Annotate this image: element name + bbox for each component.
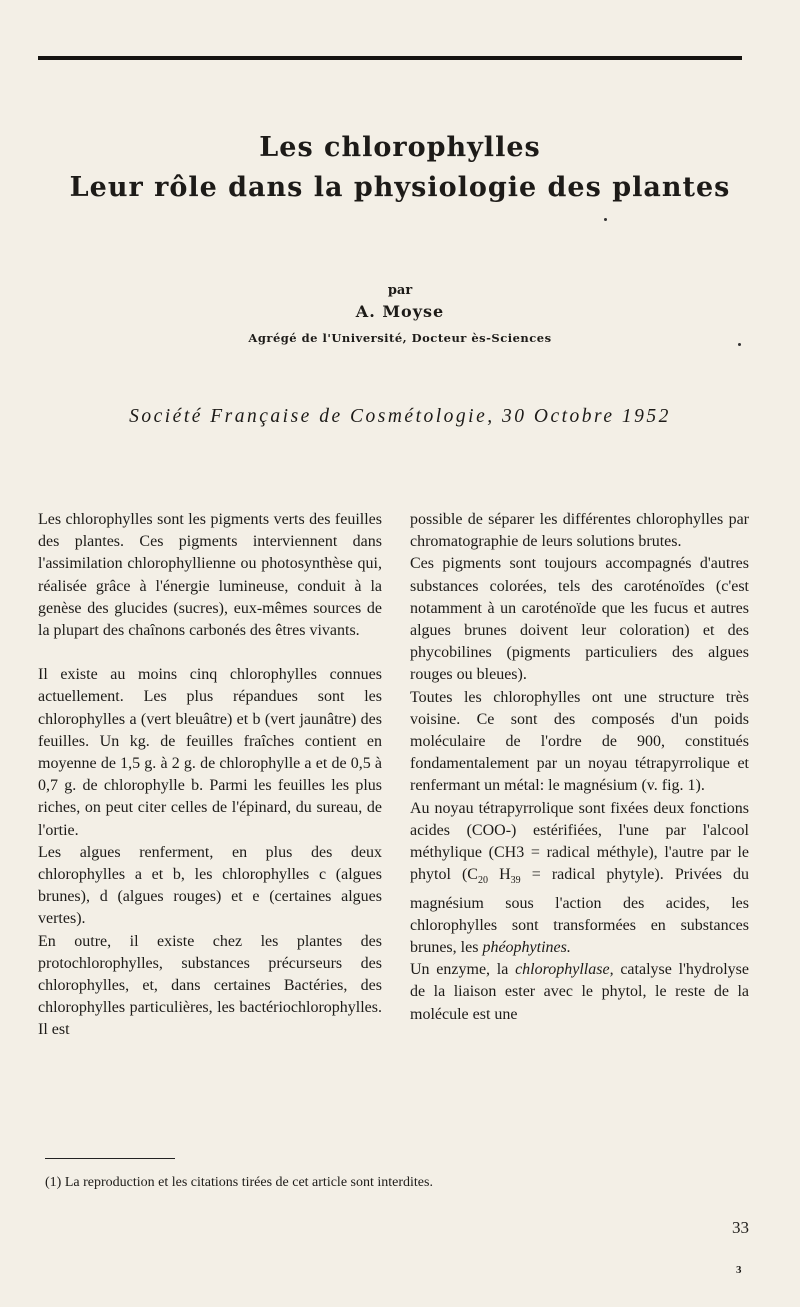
right-paragraph-1: possible de séparer les différentes chlorophylles par chromatographie de leurs solutions brutes. <box>410 511 749 551</box>
speck-dot <box>604 218 607 221</box>
speck-dot <box>738 343 741 346</box>
author-affiliation: Agrégé de l'Université, Docteur ès-Sciences <box>248 331 552 345</box>
right-paragraph-4 <box>410 798 749 960</box>
left-paragraph-2: Il existe au moins cinq chlorophylles connues actuellement. Les plus répandues sont les chlorophylles a (vert bleuâtre) et b (vert jaunâtre) des feuilles. Un kg. de feuilles fraîches contient en moyenne de 1,5 g. à 2 g. de chlorophylle a et de 0,5 à 0,7 g. de chlorophylle b. Parmi les feuilles les plus riches, on peut citer celles de l'épinard, du sureau, de l'ortie. <box>38 666 382 839</box>
italic-term: phéophytines. <box>482 939 571 957</box>
subscript: 20 <box>477 875 488 887</box>
text-run: Un enzyme, la <box>410 961 516 979</box>
subscript: 39 <box>510 875 521 887</box>
page-number: 33 <box>732 1218 749 1237</box>
top-rule <box>38 56 742 60</box>
left-paragraph-4: En outre, il existe chez les plantes des protochlorophylles, substances précurseurs des chlorophylles, et, dans certaines Bactéries, des chlorophylles particulières, les bactériochlorophylles. Il est <box>38 932 382 1039</box>
left-column <box>38 509 382 1042</box>
title-line-1: Les chlorophylles <box>259 132 541 163</box>
right-paragraph-2: Ces pigments sont toujours accompagnés d'autres substances colorées, tels des caroténoïdes (c'est notamment à un caroténoïde que les fucus et autres algues brunes doivent leur coloration) et des phycobilines (pigments particuliers des algues rouges ou bleues). <box>410 555 749 684</box>
italic-term: chlorophyllase, <box>515 961 614 979</box>
footnote-rule <box>45 1158 175 1159</box>
right-paragraph-3: Toutes les chlorophylles ont une structure très voisine. Ce sont des composés d'un poids moléculaire de l'ordre de 900, constitués fondamentalement par un noyau tétrapyrrolique et renfermant un métal: le magnésium (v. fig. 1). <box>410 688 749 795</box>
event-line: Société Française de Cosmétologie, 30 Octobre 1952 <box>129 406 671 427</box>
signature-mark: 3 <box>736 1264 742 1276</box>
text-run: Au noyau tétrapyrrolique sont fixées deux fonctions acides (COO-) estérifiées, l'une par l'alcool méthylique (CH3 = radical méthyle), l'autre par le phytol (C <box>410 799 749 884</box>
text-run: = radical phytyle). Privées du magnésium sous l'action des acides, les chlorophylles sont transformées en substances brunes, les <box>410 866 750 957</box>
author-name: A. Moyse <box>355 302 445 321</box>
left-paragraph-1: Les chlorophylles sont les pigments verts des feuilles des plantes. Ces pigments interviennent dans l'assimilation chlorophyllienne ou photosynthèse qui, réalisée grâce à l'énergie lumineuse, conduit à la genèse des glucides (sucres), eux-mêmes sources de la plupart des chaînons carbonés des êtres vivants. <box>38 511 382 640</box>
left-paragraph-3: Les algues renferment, en plus des deux chlorophylles a et b, les chlorophylles c (algues brunes), d (algues rouges) et e (certaines algues vertes). <box>38 843 382 928</box>
by-label: par <box>387 283 413 298</box>
text-run: H <box>487 866 511 884</box>
title-line-2: Leur rôle dans la physiologie des plantes <box>69 172 731 203</box>
footnote: (1) La reproduction et les citations tirées de cet article sont interdites. <box>45 1175 433 1190</box>
right-column <box>410 509 749 1026</box>
text-run: catalyse l'hydrolyse de la liaison ester avec le phytol, le reste de la molécule est une <box>410 961 750 1023</box>
right-paragraph-5 <box>410 959 749 1026</box>
